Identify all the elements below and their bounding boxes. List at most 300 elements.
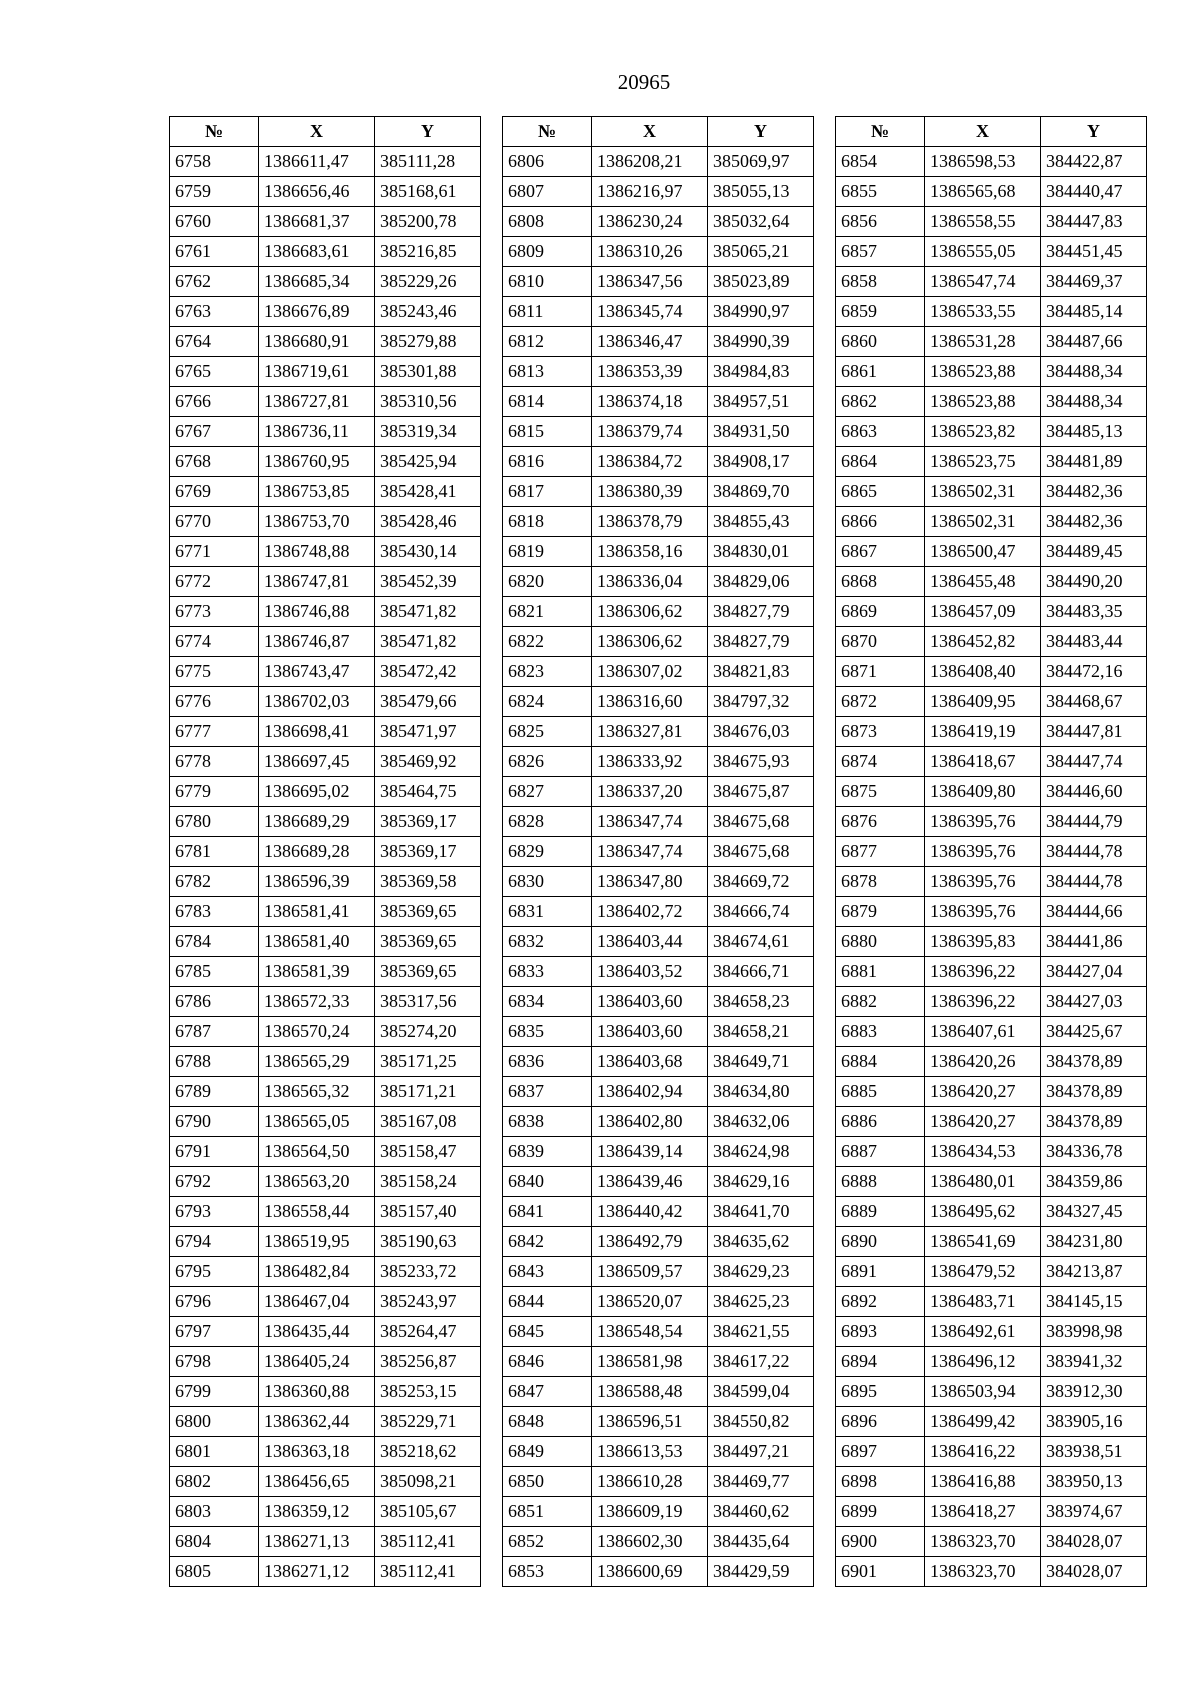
cell-number: 6899 xyxy=(836,1497,925,1527)
cell-number: 6898 xyxy=(836,1467,925,1497)
cell-y: 384472,16 xyxy=(1041,657,1147,687)
cell-number: 6828 xyxy=(503,807,592,837)
cell-x: 1386323,70 xyxy=(925,1527,1041,1557)
coordinate-table-1 xyxy=(169,116,481,1587)
cell-x: 1386610,28 xyxy=(592,1467,708,1497)
cell-y: 384675,93 xyxy=(708,747,814,777)
cell-number: 6787 xyxy=(170,1017,259,1047)
table-row xyxy=(503,537,814,567)
cell-number: 6872 xyxy=(836,687,925,717)
table-header-row xyxy=(503,117,814,147)
table-row xyxy=(503,207,814,237)
cell-number: 6844 xyxy=(503,1287,592,1317)
cell-y: 384669,72 xyxy=(708,867,814,897)
cell-number: 6777 xyxy=(170,717,259,747)
table-row xyxy=(836,717,1147,747)
cell-number: 6760 xyxy=(170,207,259,237)
cell-number: 6795 xyxy=(170,1257,259,1287)
table-row xyxy=(836,927,1147,957)
cell-x: 1386753,70 xyxy=(259,507,375,537)
table-row xyxy=(170,627,481,657)
cell-number: 6886 xyxy=(836,1107,925,1137)
table-row xyxy=(503,267,814,297)
cell-x: 1386380,39 xyxy=(592,477,708,507)
cell-number: 6887 xyxy=(836,1137,925,1167)
cell-x: 1386596,51 xyxy=(592,1407,708,1437)
cell-x: 1386502,31 xyxy=(925,507,1041,537)
cell-number: 6901 xyxy=(836,1557,925,1587)
cell-x: 1386698,41 xyxy=(259,717,375,747)
table-row xyxy=(836,1197,1147,1227)
table-row xyxy=(836,1467,1147,1497)
table-row xyxy=(836,297,1147,327)
table-row xyxy=(503,1017,814,1047)
table-row xyxy=(503,327,814,357)
cell-x: 1386689,28 xyxy=(259,837,375,867)
table-row xyxy=(170,747,481,777)
table-row xyxy=(170,1437,481,1467)
cell-number: 6860 xyxy=(836,327,925,357)
table-header-row xyxy=(836,117,1147,147)
cell-number: 6773 xyxy=(170,597,259,627)
table-row xyxy=(503,477,814,507)
cell-y: 384497,21 xyxy=(708,1437,814,1467)
table-row xyxy=(836,1377,1147,1407)
cell-x: 1386581,41 xyxy=(259,897,375,927)
table-row xyxy=(170,177,481,207)
cell-x: 1386495,62 xyxy=(925,1197,1041,1227)
table-row xyxy=(170,897,481,927)
cell-number: 6827 xyxy=(503,777,592,807)
cell-y: 384675,87 xyxy=(708,777,814,807)
table-row xyxy=(170,267,481,297)
cell-x: 1386418,27 xyxy=(925,1497,1041,1527)
cell-number: 6874 xyxy=(836,747,925,777)
cell-x: 1386596,39 xyxy=(259,867,375,897)
cell-x: 1386403,52 xyxy=(592,957,708,987)
cell-y: 385317,56 xyxy=(375,987,481,1017)
table-row xyxy=(836,777,1147,807)
cell-x: 1386271,13 xyxy=(259,1527,375,1557)
cell-number: 6891 xyxy=(836,1257,925,1287)
cell-number: 6767 xyxy=(170,417,259,447)
cell-x: 1386697,45 xyxy=(259,747,375,777)
cell-number: 6900 xyxy=(836,1527,925,1557)
cell-number: 6806 xyxy=(503,147,592,177)
cell-y: 383905,16 xyxy=(1041,1407,1147,1437)
table-row xyxy=(170,807,481,837)
cell-y: 384378,89 xyxy=(1041,1077,1147,1107)
table-row xyxy=(503,867,814,897)
cell-x: 1386363,18 xyxy=(259,1437,375,1467)
cell-x: 1386727,81 xyxy=(259,387,375,417)
cell-y: 385158,24 xyxy=(375,1167,481,1197)
cell-y: 384855,43 xyxy=(708,507,814,537)
cell-y: 384869,70 xyxy=(708,477,814,507)
cell-x: 1386531,28 xyxy=(925,327,1041,357)
table-row xyxy=(170,687,481,717)
cell-number: 6816 xyxy=(503,447,592,477)
cell-number: 6768 xyxy=(170,447,259,477)
cell-y: 384908,17 xyxy=(708,447,814,477)
cell-x: 1386347,80 xyxy=(592,867,708,897)
table-row xyxy=(836,987,1147,1017)
cell-x: 1386347,74 xyxy=(592,807,708,837)
cell-y: 384469,77 xyxy=(708,1467,814,1497)
cell-x: 1386396,22 xyxy=(925,987,1041,1017)
cell-x: 1386746,88 xyxy=(259,597,375,627)
cell-y: 385301,88 xyxy=(375,357,481,387)
cell-number: 6864 xyxy=(836,447,925,477)
cell-x: 1386395,76 xyxy=(925,807,1041,837)
cell-number: 6763 xyxy=(170,297,259,327)
cell-y: 384213,87 xyxy=(1041,1257,1147,1287)
cell-number: 6794 xyxy=(170,1227,259,1257)
cell-y: 385479,66 xyxy=(375,687,481,717)
cell-number: 6783 xyxy=(170,897,259,927)
cell-x: 1386681,37 xyxy=(259,207,375,237)
cell-x: 1386409,95 xyxy=(925,687,1041,717)
table-row xyxy=(836,1287,1147,1317)
cell-y: 383998,98 xyxy=(1041,1317,1147,1347)
cell-x: 1386420,27 xyxy=(925,1077,1041,1107)
cell-y: 384327,45 xyxy=(1041,1197,1147,1227)
cell-number: 6876 xyxy=(836,807,925,837)
table-row xyxy=(836,447,1147,477)
cell-x: 1386310,26 xyxy=(592,237,708,267)
cell-y: 385098,21 xyxy=(375,1467,481,1497)
cell-y: 384435,64 xyxy=(708,1527,814,1557)
cell-number: 6851 xyxy=(503,1497,592,1527)
cell-y: 384336,78 xyxy=(1041,1137,1147,1167)
cell-x: 1386676,89 xyxy=(259,297,375,327)
cell-number: 6880 xyxy=(836,927,925,957)
table-row xyxy=(170,1497,481,1527)
cell-number: 6771 xyxy=(170,537,259,567)
table-row xyxy=(836,237,1147,267)
header-number: № xyxy=(170,117,259,147)
cell-y: 385369,17 xyxy=(375,807,481,837)
table-row xyxy=(836,387,1147,417)
cell-number: 6812 xyxy=(503,327,592,357)
table-row xyxy=(836,1557,1147,1587)
table-row xyxy=(503,1047,814,1077)
table-row xyxy=(170,1347,481,1377)
table-row xyxy=(503,147,814,177)
cell-y: 384440,47 xyxy=(1041,177,1147,207)
cell-number: 6769 xyxy=(170,477,259,507)
coordinate-table-3 xyxy=(835,116,1147,1587)
cell-y: 384378,89 xyxy=(1041,1107,1147,1137)
table-row xyxy=(170,477,481,507)
cell-y: 385430,14 xyxy=(375,537,481,567)
cell-number: 6801 xyxy=(170,1437,259,1467)
table-row xyxy=(503,1527,814,1557)
cell-y: 383938,51 xyxy=(1041,1437,1147,1467)
cell-number: 6798 xyxy=(170,1347,259,1377)
table-row xyxy=(170,987,481,1017)
cell-y: 384451,45 xyxy=(1041,237,1147,267)
cell-x: 1386378,79 xyxy=(592,507,708,537)
cell-y: 385216,85 xyxy=(375,237,481,267)
cell-number: 6800 xyxy=(170,1407,259,1437)
cell-y: 384634,80 xyxy=(708,1077,814,1107)
cell-y: 385274,20 xyxy=(375,1017,481,1047)
table-row xyxy=(170,1047,481,1077)
cell-x: 1386533,55 xyxy=(925,297,1041,327)
cell-y: 384658,21 xyxy=(708,1017,814,1047)
cell-x: 1386395,76 xyxy=(925,837,1041,867)
cell-x: 1386600,69 xyxy=(592,1557,708,1587)
cell-y: 384829,06 xyxy=(708,567,814,597)
cell-number: 6774 xyxy=(170,627,259,657)
cell-y: 384658,23 xyxy=(708,987,814,1017)
cell-number: 6883 xyxy=(836,1017,925,1047)
table-row xyxy=(170,1167,481,1197)
cell-y: 385111,28 xyxy=(375,147,481,177)
cell-number: 6841 xyxy=(503,1197,592,1227)
cell-x: 1386360,88 xyxy=(259,1377,375,1407)
table-row xyxy=(503,1287,814,1317)
cell-x: 1386230,24 xyxy=(592,207,708,237)
cell-number: 6817 xyxy=(503,477,592,507)
cell-x: 1386407,61 xyxy=(925,1017,1041,1047)
table-row xyxy=(503,687,814,717)
table-row xyxy=(503,957,814,987)
cell-x: 1386395,76 xyxy=(925,867,1041,897)
cell-y: 384990,39 xyxy=(708,327,814,357)
table-row xyxy=(503,387,814,417)
cell-number: 6839 xyxy=(503,1137,592,1167)
table-row xyxy=(836,267,1147,297)
cell-x: 1386455,48 xyxy=(925,567,1041,597)
cell-x: 1386396,22 xyxy=(925,957,1041,987)
cell-y: 384827,79 xyxy=(708,627,814,657)
cell-number: 6868 xyxy=(836,567,925,597)
cell-number: 6780 xyxy=(170,807,259,837)
cell-x: 1386456,65 xyxy=(259,1467,375,1497)
cell-x: 1386420,26 xyxy=(925,1047,1041,1077)
cell-number: 6805 xyxy=(170,1557,259,1587)
cell-number: 6784 xyxy=(170,927,259,957)
cell-x: 1386613,53 xyxy=(592,1437,708,1467)
cell-number: 6785 xyxy=(170,957,259,987)
cell-number: 6811 xyxy=(503,297,592,327)
table-row xyxy=(836,957,1147,987)
table-row xyxy=(170,1317,481,1347)
cell-y: 383912,30 xyxy=(1041,1377,1147,1407)
cell-x: 1386374,18 xyxy=(592,387,708,417)
table-row xyxy=(170,567,481,597)
cell-y: 384447,81 xyxy=(1041,717,1147,747)
cell-number: 6875 xyxy=(836,777,925,807)
cell-y: 385264,47 xyxy=(375,1317,481,1347)
cell-number: 6865 xyxy=(836,477,925,507)
cell-number: 6867 xyxy=(836,537,925,567)
cell-y: 385319,34 xyxy=(375,417,481,447)
table-row xyxy=(836,657,1147,687)
cell-x: 1386403,60 xyxy=(592,1017,708,1047)
table-row xyxy=(836,507,1147,537)
cell-y: 385253,15 xyxy=(375,1377,481,1407)
table-row xyxy=(503,507,814,537)
cell-x: 1386306,62 xyxy=(592,627,708,657)
cell-number: 6847 xyxy=(503,1377,592,1407)
cell-y: 385065,21 xyxy=(708,237,814,267)
cell-x: 1386480,01 xyxy=(925,1167,1041,1197)
cell-x: 1386609,19 xyxy=(592,1497,708,1527)
cell-x: 1386379,74 xyxy=(592,417,708,447)
cell-number: 6764 xyxy=(170,327,259,357)
header-number: № xyxy=(503,117,592,147)
table-row xyxy=(503,417,814,447)
cell-number: 6889 xyxy=(836,1197,925,1227)
cell-y: 384483,44 xyxy=(1041,627,1147,657)
cell-y: 383974,67 xyxy=(1041,1497,1147,1527)
cell-number: 6792 xyxy=(170,1167,259,1197)
cell-number: 6829 xyxy=(503,837,592,867)
cell-y: 385055,13 xyxy=(708,177,814,207)
cell-y: 385256,87 xyxy=(375,1347,481,1377)
cell-number: 6892 xyxy=(836,1287,925,1317)
cell-x: 1386346,47 xyxy=(592,327,708,357)
table-row xyxy=(503,567,814,597)
cell-x: 1386502,31 xyxy=(925,477,1041,507)
cell-y: 385229,71 xyxy=(375,1407,481,1437)
cell-y: 384485,14 xyxy=(1041,297,1147,327)
table-row xyxy=(503,717,814,747)
cell-x: 1386746,87 xyxy=(259,627,375,657)
cell-x: 1386736,11 xyxy=(259,417,375,447)
cell-number: 6856 xyxy=(836,207,925,237)
cell-y: 385471,97 xyxy=(375,717,481,747)
cell-y: 384674,61 xyxy=(708,927,814,957)
cell-x: 1386395,76 xyxy=(925,897,1041,927)
table-row xyxy=(503,627,814,657)
cell-y: 385279,88 xyxy=(375,327,481,357)
table-row xyxy=(836,357,1147,387)
cell-x: 1386420,27 xyxy=(925,1107,1041,1137)
cell-x: 1386333,92 xyxy=(592,747,708,777)
cell-y: 385369,58 xyxy=(375,867,481,897)
table-row xyxy=(836,1257,1147,1287)
cell-x: 1386416,88 xyxy=(925,1467,1041,1497)
cell-y: 384378,89 xyxy=(1041,1047,1147,1077)
cell-x: 1386588,48 xyxy=(592,1377,708,1407)
cell-number: 6897 xyxy=(836,1437,925,1467)
cell-x: 1386689,29 xyxy=(259,807,375,837)
cell-number: 6810 xyxy=(503,267,592,297)
cell-x: 1386743,47 xyxy=(259,657,375,687)
header-number: № xyxy=(836,117,925,147)
cell-x: 1386347,74 xyxy=(592,837,708,867)
cell-x: 1386482,84 xyxy=(259,1257,375,1287)
cell-number: 6814 xyxy=(503,387,592,417)
table-row xyxy=(836,1167,1147,1197)
cell-x: 1386719,61 xyxy=(259,357,375,387)
table-row xyxy=(170,417,481,447)
cell-x: 1386337,20 xyxy=(592,777,708,807)
table-row xyxy=(170,1227,481,1257)
cell-number: 6818 xyxy=(503,507,592,537)
cell-number: 6894 xyxy=(836,1347,925,1377)
table-row xyxy=(836,567,1147,597)
cell-number: 6830 xyxy=(503,867,592,897)
table-row xyxy=(836,1407,1147,1437)
cell-y: 384441,86 xyxy=(1041,927,1147,957)
cell-number: 6863 xyxy=(836,417,925,447)
table-row xyxy=(170,357,481,387)
cell-y: 384675,68 xyxy=(708,837,814,867)
cell-number: 6797 xyxy=(170,1317,259,1347)
cell-x: 1386358,16 xyxy=(592,537,708,567)
cell-number: 6896 xyxy=(836,1407,925,1437)
cell-x: 1386563,20 xyxy=(259,1167,375,1197)
cell-number: 6802 xyxy=(170,1467,259,1497)
cell-y: 385229,26 xyxy=(375,267,481,297)
cell-number: 6855 xyxy=(836,177,925,207)
cell-y: 385032,64 xyxy=(708,207,814,237)
cell-x: 1386748,88 xyxy=(259,537,375,567)
cell-y: 385112,41 xyxy=(375,1557,481,1587)
cell-number: 6834 xyxy=(503,987,592,1017)
cell-y: 385200,78 xyxy=(375,207,481,237)
cell-x: 1386216,97 xyxy=(592,177,708,207)
cell-x: 1386523,88 xyxy=(925,387,1041,417)
cell-y: 384444,78 xyxy=(1041,867,1147,897)
cell-number: 6871 xyxy=(836,657,925,687)
cell-y: 384666,71 xyxy=(708,957,814,987)
table-row xyxy=(836,1437,1147,1467)
cell-y: 385218,62 xyxy=(375,1437,481,1467)
table-row xyxy=(503,597,814,627)
cell-number: 6819 xyxy=(503,537,592,567)
cell-x: 1386496,12 xyxy=(925,1347,1041,1377)
table-row xyxy=(170,447,481,477)
cell-number: 6853 xyxy=(503,1557,592,1587)
cell-number: 6815 xyxy=(503,417,592,447)
cell-y: 385112,41 xyxy=(375,1527,481,1557)
cell-x: 1386702,03 xyxy=(259,687,375,717)
table-row xyxy=(503,297,814,327)
table-row xyxy=(836,807,1147,837)
cell-y: 385369,65 xyxy=(375,927,481,957)
table-row xyxy=(503,1347,814,1377)
cell-y: 384666,74 xyxy=(708,897,814,927)
cell-number: 6843 xyxy=(503,1257,592,1287)
cell-x: 1386408,40 xyxy=(925,657,1041,687)
cell-x: 1386395,83 xyxy=(925,927,1041,957)
table-row xyxy=(170,237,481,267)
table-row xyxy=(836,537,1147,567)
table-row xyxy=(836,1227,1147,1257)
cell-y: 384444,66 xyxy=(1041,897,1147,927)
cell-y: 384429,59 xyxy=(708,1557,814,1587)
cell-number: 6826 xyxy=(503,747,592,777)
table-row xyxy=(836,627,1147,657)
cell-y: 384427,03 xyxy=(1041,987,1147,1017)
cell-number: 6765 xyxy=(170,357,259,387)
table-row xyxy=(836,477,1147,507)
cell-x: 1386353,39 xyxy=(592,357,708,387)
cell-x: 1386467,04 xyxy=(259,1287,375,1317)
cell-x: 1386492,61 xyxy=(925,1317,1041,1347)
table-row xyxy=(503,897,814,927)
table-row xyxy=(170,147,481,177)
cell-number: 6859 xyxy=(836,297,925,327)
table-row xyxy=(836,747,1147,777)
cell-y: 384550,82 xyxy=(708,1407,814,1437)
